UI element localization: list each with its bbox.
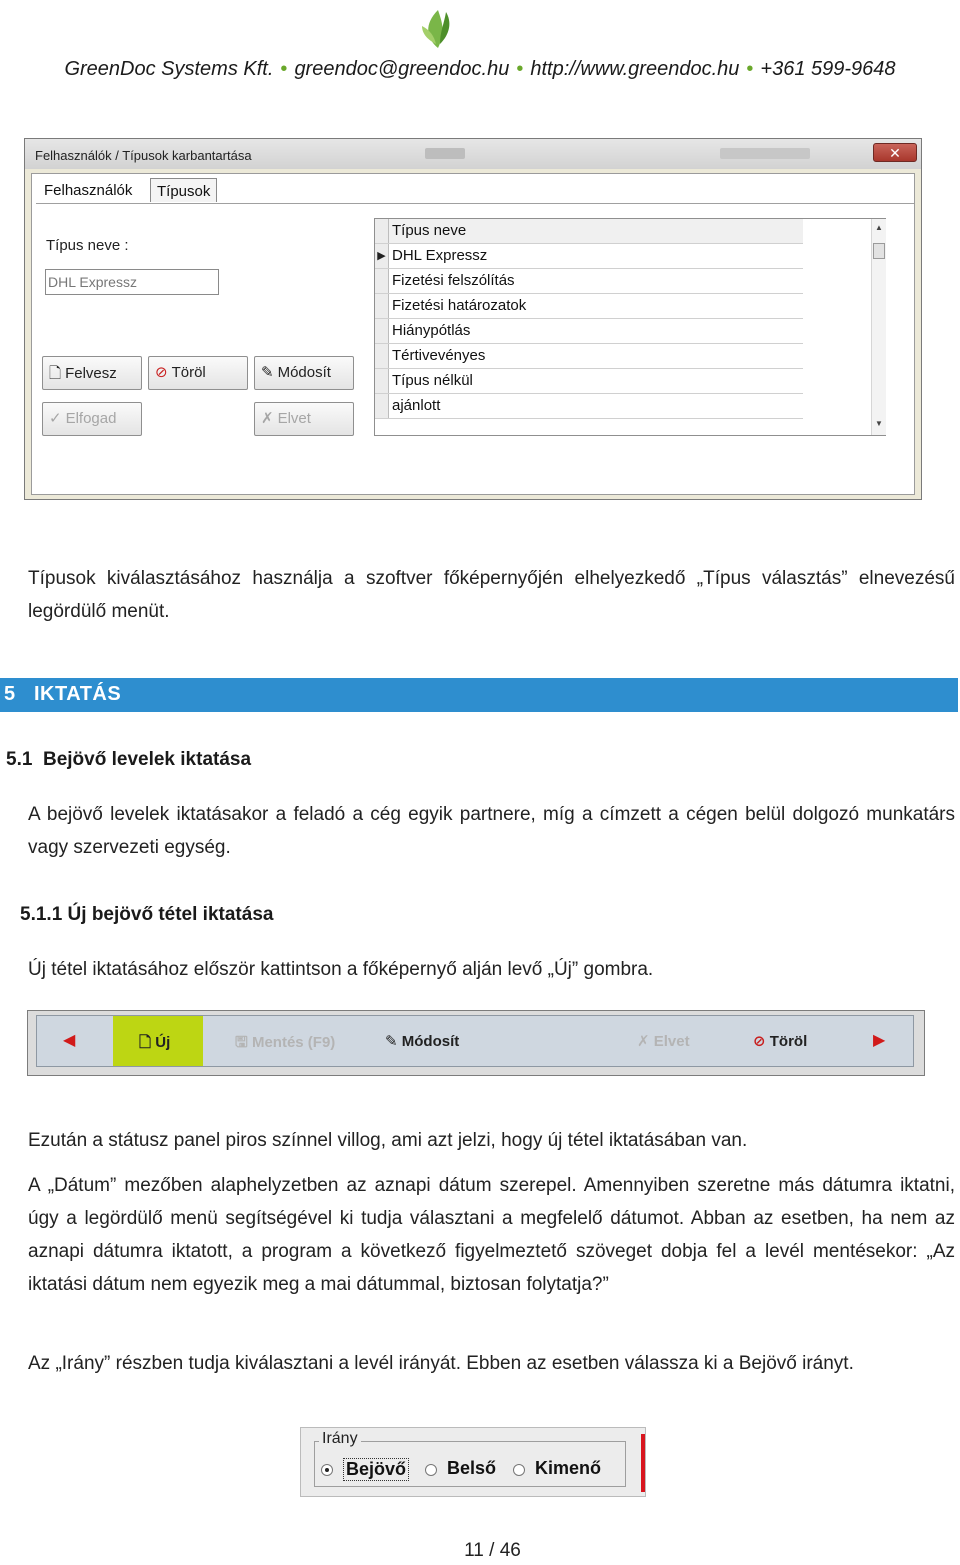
header-separator: • — [746, 58, 754, 80]
header-company: GreenDoc Systems Kft. — [64, 58, 274, 80]
grid-cell: ajánlott — [392, 397, 441, 414]
scroll-down-icon[interactable]: ▼ — [875, 419, 883, 428]
grid-cell: Tértivevényes — [392, 347, 486, 364]
section-heading-bar — [0, 678, 958, 712]
cancel-x-icon: ✗ — [637, 1033, 650, 1050]
tab-types[interactable]: Típusok — [150, 178, 217, 202]
grid-cell: Fizetési felszólítás — [392, 272, 515, 289]
window-titlebar — [25, 139, 921, 169]
tab-users[interactable]: Felhasználók — [44, 182, 133, 199]
header-email: greendoc@greendoc.hu — [294, 58, 510, 80]
grid-cell: Fizetési határozatok — [392, 297, 527, 314]
grid-row-indicator — [375, 219, 389, 243]
new-button-label: Új — [155, 1034, 171, 1051]
page-header — [0, 58, 960, 81]
radio-internal[interactable] — [425, 1464, 437, 1476]
greendoc-logo — [416, 4, 460, 50]
scroll-up-icon[interactable]: ▲ — [875, 223, 883, 232]
save-button[interactable] — [235, 1032, 335, 1057]
grid-row[interactable] — [375, 294, 803, 319]
grid-cell: Típus nélkül — [392, 372, 473, 389]
selected-row-marker-icon: ▶ — [375, 244, 389, 268]
header-phone: +361 599-9648 — [760, 58, 896, 80]
section-title: IKTATÁS — [34, 683, 122, 705]
grid-row[interactable] — [375, 394, 803, 419]
edit-icon: ✎ — [385, 1033, 398, 1050]
subsection-number: 5.1 — [6, 749, 33, 770]
paragraph-incoming: A bejövő levelek iktatásakor a feladó a cég egyik partnere, míg a címzett a cégen belül dolgozó munkatárs vagy szervezeti egység. — [28, 804, 955, 858]
section-number: 5 — [4, 683, 16, 705]
grid-header-row — [375, 219, 803, 244]
grid-row[interactable] — [375, 344, 803, 369]
direction-groupbox — [300, 1427, 646, 1497]
subsection-heading — [6, 749, 251, 771]
header-separator: • — [280, 58, 288, 80]
previous-arrow-icon[interactable]: ◀ — [63, 1032, 76, 1049]
blurred-title-fragment — [720, 148, 810, 159]
checkmark-icon: ✓ — [49, 410, 62, 427]
header-separator: • — [516, 58, 524, 80]
radio-outgoing[interactable] — [513, 1464, 525, 1476]
grid-row[interactable] — [375, 319, 803, 344]
modify-button[interactable] — [254, 356, 354, 390]
radio-incoming[interactable] — [321, 1464, 333, 1476]
add-button[interactable] — [42, 356, 142, 390]
tab-divider — [36, 203, 914, 204]
grid-cell: Hiánypótlás — [392, 322, 471, 339]
grid-column-header[interactable]: Típus neve — [392, 222, 467, 239]
modify-button-label: Módosít — [277, 364, 331, 381]
subsection-title: Bejövő levelek iktatása — [42, 749, 252, 770]
close-button[interactable]: ✕ — [873, 143, 917, 162]
header-url: http://www.greendoc.hu — [530, 58, 740, 80]
modify-button-label: Módosít — [401, 1033, 460, 1050]
paragraph-types: Típusok kiválasztásához használja a szoftver főképernyőjén elhelyezkedő „Típus választás” elnevezésű legördülő menüt. — [28, 568, 955, 622]
toolbar-strip — [36, 1015, 914, 1067]
reject-button[interactable] — [637, 1032, 690, 1050]
grid-row-indicator — [375, 294, 389, 318]
modify-button[interactable] — [385, 1032, 459, 1050]
accept-button[interactable] — [42, 402, 142, 436]
radio-outgoing-label[interactable]: Kimenő — [535, 1458, 602, 1478]
types-maintenance-window — [24, 138, 922, 500]
subsubsection-number: 5.1.1 — [20, 904, 63, 925]
cancel-x-icon: ✗ — [261, 410, 274, 427]
paragraph-status: Ezután a státusz panel piros színnel villog, ami azt jelzi, hogy új tétel iktatásában van. — [28, 1130, 748, 1151]
grid-row-indicator — [375, 269, 389, 293]
window-body — [31, 173, 915, 495]
window-title: Felhasználók / Típusok karbantartása — [35, 148, 252, 163]
type-name-label: Típus neve : — [46, 237, 129, 254]
scrollbar-thumb[interactable] — [873, 243, 885, 259]
grid-row-indicator — [375, 369, 389, 393]
radio-incoming-label[interactable]: Bejövő — [343, 1458, 409, 1481]
paragraph-direction: Az „Irány” részben tudja kiválasztani a levél irányát. Ebben az esetben válassza ki a Bejövő irányt. — [28, 1353, 854, 1374]
blurred-title-fragment — [425, 148, 465, 159]
grid-row[interactable] — [375, 244, 803, 269]
save-button-label: Mentés (F9) — [251, 1034, 336, 1051]
delete-button-label: Töröl — [171, 364, 206, 381]
reject-button-label: Elvet — [653, 1033, 690, 1050]
new-document-icon: 🗋 — [49, 365, 62, 382]
grid-row-indicator — [375, 344, 389, 368]
types-grid — [374, 218, 886, 436]
type-name-input[interactable]: DHL Expressz — [45, 269, 219, 295]
delete-button[interactable] — [753, 1032, 807, 1050]
grid-cell: DHL Expressz — [392, 247, 488, 264]
reject-button-label: Elvet — [277, 410, 311, 427]
edit-icon: ✎ — [261, 364, 274, 381]
grid-scrollbar[interactable] — [871, 219, 886, 435]
radio-internal-label[interactable]: Belső — [447, 1458, 497, 1478]
grid-row-indicator — [375, 319, 389, 343]
reject-button[interactable] — [254, 402, 354, 436]
page-number: 11 / 46 — [464, 1540, 521, 1561]
new-button[interactable] — [139, 1032, 170, 1057]
add-button-label: Felvesz — [65, 365, 117, 382]
grid-row[interactable] — [375, 269, 803, 294]
stop-icon: ⊘ — [155, 364, 168, 381]
accept-button-label: Elfogad — [65, 410, 117, 427]
stop-icon: ⊘ — [753, 1033, 766, 1050]
grid-row[interactable] — [375, 369, 803, 394]
direction-legend: Irány — [319, 1430, 361, 1448]
paragraph-new-item: Új tétel iktatásához először kattintson a főképernyő alján levő „Új” gombra. — [28, 959, 654, 980]
new-document-icon: 🗋 — [139, 1034, 152, 1051]
next-arrow-icon[interactable]: ▶ — [873, 1032, 886, 1049]
delete-button-label: Töröl — [769, 1033, 808, 1050]
paragraph-date: A „Dátum” mezőben alaphelyzetben az aznapi dátum szerepel. Amennyiben szeretne más dátumra iktatni, úgy a legördülő menü segítségével ki tudja választani a megfelelő dátumot. Abban az esetben, ha nem az aznapi dátumra iktatott, a program a következő figyelmeztető szöveget dobja fel a levél mentésekor: „Az iktatási dátum nem egyezik meg a mai dátummal, biztosan folytatja?” — [28, 1175, 955, 1295]
status-red-bar — [641, 1434, 645, 1492]
subsubsection-heading — [20, 904, 273, 926]
subsubsection-title: Új bejövő tétel iktatása — [67, 904, 274, 925]
main-toolbar — [27, 1010, 925, 1076]
save-disk-icon: 🖫 — [235, 1034, 248, 1051]
delete-button[interactable] — [148, 356, 248, 390]
grid-row-indicator — [375, 394, 389, 418]
